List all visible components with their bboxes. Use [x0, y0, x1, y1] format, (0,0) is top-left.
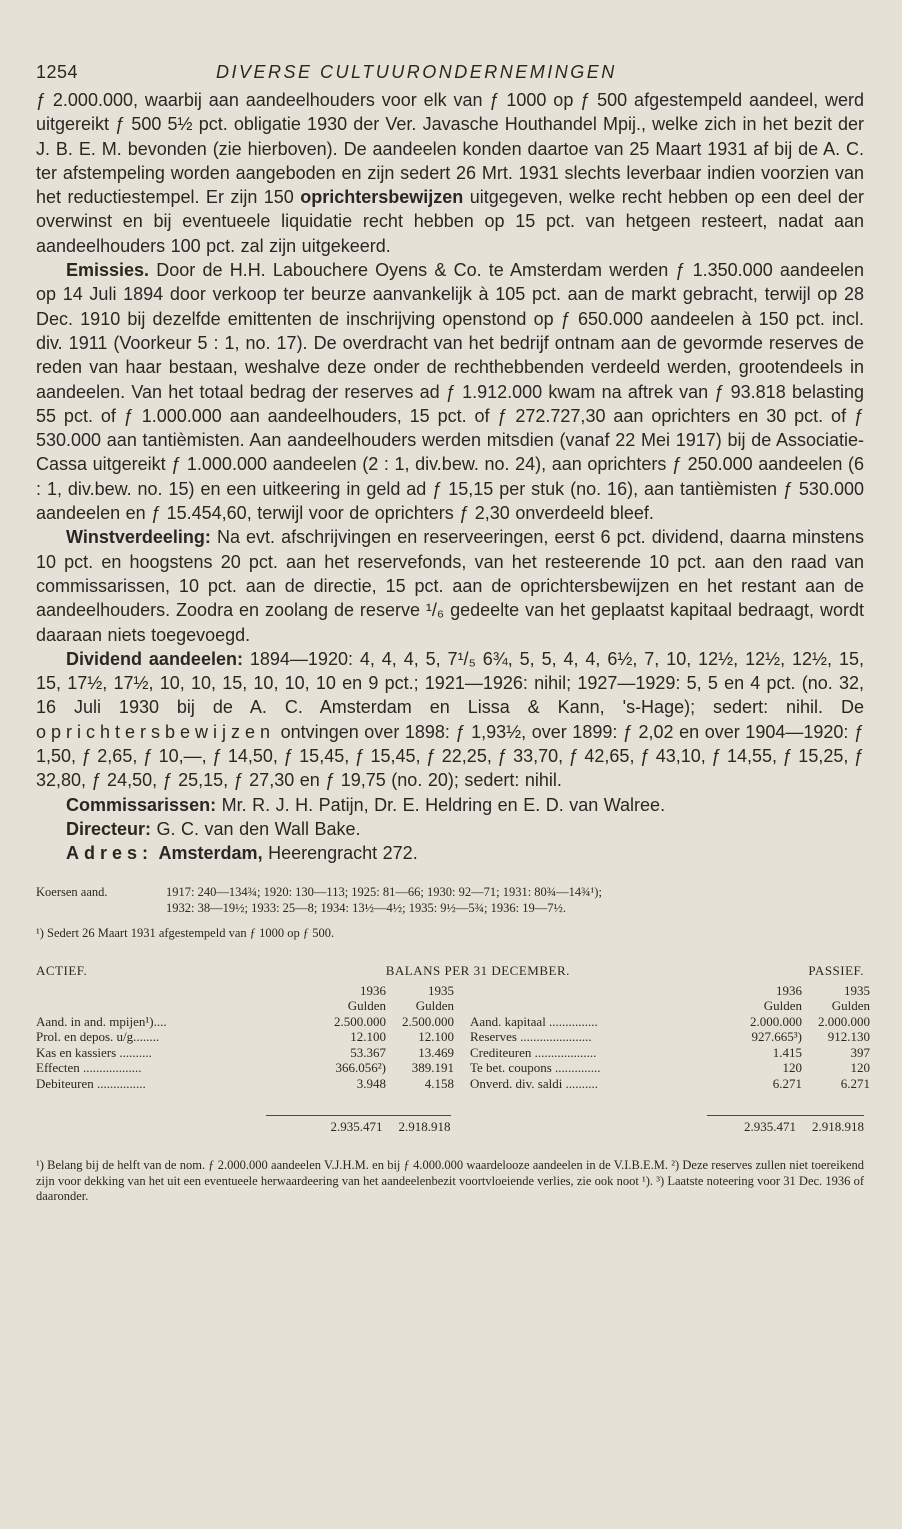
balance-totals [36, 1099, 864, 1135]
actief-row-label: Prol. en depos. u/g........ [36, 1029, 160, 1044]
actief-row-1935: 12.100 [418, 1029, 454, 1044]
koersen-footnote: ¹) Sedert 26 Maart 1931 afgestempeld van ƒ 1000 op ƒ 500. [36, 925, 335, 940]
commissarissen-label: Commissarissen: [66, 794, 217, 815]
actief-row-label: Aand. in and. mpijen¹).... [36, 1013, 167, 1029]
oprichtersbewijzen-term: oprichtersbewijzen [300, 187, 464, 208]
directeur-text: G. C. van den Wall Bake. [156, 818, 361, 839]
actief-row [36, 1045, 454, 1061]
passief-row-1936: 1.415 [772, 1044, 802, 1060]
actief-row-label: Kas en kassiers .......... [36, 1044, 152, 1060]
page-header [36, 0, 864, 83]
passief-total-1936: 2.935.471 [744, 1118, 796, 1134]
passief-row-1935: 120 [850, 1060, 870, 1075]
passief-rows [470, 1014, 870, 1092]
passief-row-1935: 912.130 [827, 1029, 870, 1044]
unit-label: Gulden [347, 998, 386, 1013]
actief-row-1936: 366.056²) [335, 1060, 386, 1075]
balance-columns [36, 982, 870, 1099]
koersen-label: Koersen aand. [36, 884, 108, 899]
actief-total-1936: 2.935.471 [330, 1118, 383, 1134]
winstverdeeling-label: Winstverdeeling: [66, 527, 211, 548]
passief-side [470, 983, 870, 1099]
year-1935: 1935 [428, 982, 454, 998]
unit-label: Gulden [763, 998, 802, 1013]
actief-unit-header [36, 998, 454, 1014]
passief-total-row [707, 1119, 864, 1135]
passief-row-1935: 2.000.000 [818, 1013, 870, 1029]
passief-row [470, 1076, 870, 1092]
year-1936: 1936 [360, 982, 386, 998]
actief-row-1935: 13.469 [418, 1044, 454, 1060]
year-1936: 1936 [776, 982, 802, 998]
actief-total-rule [266, 1115, 451, 1135]
passief-row-1935: 6.271 [840, 1075, 870, 1091]
actief-row [36, 1076, 454, 1092]
passief-total-rule [707, 1115, 864, 1135]
koersen-block [36, 884, 864, 916]
passief-row [470, 1060, 870, 1076]
actief-total-row [266, 1119, 451, 1135]
koersen-line-2: 1932: 38—19½; 1933: 25—8; 1934: 13½—4½; 1935: 9½—5¾; 1936: 19—7½. [166, 900, 567, 915]
paragraph-emissies [36, 258, 864, 525]
paragraph-capital [36, 88, 864, 258]
actief-row-1935: 4.158 [424, 1075, 454, 1091]
unit-label: Gulden [831, 998, 870, 1013]
actief-side [36, 983, 454, 1099]
paragraph-capital-text: ƒ 2.000.000, waarbij aan aandeelhouders voor elk van ƒ 1000 op ƒ 500 afgestempeld aandeel, werd uitgereikt ƒ 500 5½ pct. obligatie 1930 der Ver. Javasche Houthandel Mpij., welke zich in het bezit der J. B. E. M. bevonden (zie hierboven). De aandeelen konden daartoe van 25 Maart 1931 af bij de A. C. ter afstempeling worden aangeboden en zijn sedert 26 Mrt. 1931 slechts leverbaar indien voorzien van het reductiestempel. Er zijn 150 [36, 90, 864, 208]
directeur-label: Directeur: [66, 818, 152, 839]
passief-row-label: Crediteuren ................... [470, 1044, 597, 1060]
passief-row-label: Onverd. div. saldi .......... [470, 1075, 599, 1091]
actief-row [36, 1029, 454, 1045]
passief-row-1935: 397 [850, 1044, 870, 1060]
actief-row-1936: 2.500.000 [334, 1013, 386, 1029]
emissies-text: Door de H.H. Labouchere Oyens & Co. te Amsterdam werden ƒ 1.350.000 aandeelen op 14 Juli 1894 door verkoop ter beurze aanvankelijk à 105 pct. aan de markt gebracht, terwijl op 28 Dec. 1910 bij dezelfde emittenten de inschrijving openstond op ƒ 650.000 aandeelen à 150 pct. incl. div. 1911 (Voorkeur 5 : 1, no. 17). De overdracht van het bedrijf ontnam aan de gevormde reserves de reden van haar bestaan, weshalve deze onder de rechthebbenden verdeeld werden, grootendeels in aandeelen. Van het totaal bedrag der reserves ad ƒ 1.912.000 kwam na aftrek van ƒ 93.818 belasting 55 pct. of ƒ 1.000.000 aan aandeelhouders, 15 pct. of ƒ 272.727,30 aan oprichters en 30 pct. of ƒ 530.000 aan tantièmisten. Aan aandeelhouders werden mitsdien (vanaf 22 Mei 1917) bij de Associatie-Cassa uitgereikt ƒ 1.000.000 aandeelen (2 : 1, div.bew. no. 24), aan oprichters ƒ 250.000 aandeelen (6 : 1, div.bew. no. 15) en een uitkeering in geld ad ƒ 15,15 per stuk (no. 16), aan tantièmisten ƒ 530.000 aandeelen en ƒ 15.454,60, terwijl voor de oprichters ƒ 2,30 onverdeeld bleef. [36, 260, 864, 524]
actief-title: ACTIEF. [36, 962, 88, 978]
passief-unit-header [470, 998, 870, 1014]
winstverdeeling-text: Na evt. afschrijvingen en reserveeringen, eerst 6 pct. dividend, daarna minstens 10 pct. en hoogstens 20 pct. aan het reservefonds, van het resteerende 10 pct. aan den raad van commissarissen, 10 pct. aan de directie, 15 pct. aan de oprichtersbewijzen en het restant aan de aandeelhouders. Zoodra en zoolang de reserve ¹/₆ gedeelte van het geplaatst kapitaal bedraagt, wordt daaraan niets toegevoegd. [36, 527, 864, 645]
adres-city: Amsterdam, [158, 843, 263, 864]
koersen-line-1: 1917: 240—134¾; 1920: 130—113; 1925: 81—66; 1930: 92—71; 1931: 80¾—14¾¹); [166, 884, 602, 899]
dividend-text: 1894—1920: 4, 4, 4, 5, 7¹/₅ 6¾, 5, 5, 4, 4, 6½, 7, 10, 12½, 12½, 12½, 15, 15, 17½, 17½, 10, 10, 15, 10, 10, 10 en 9 pct.; 1921—1926: nihil; 1927—1929: 5, 5 en 4 pct. (no. 32, 16 Juli 1930 bij de A. C. Amsterdam en Lissa & Kann, 's-Hage); sedert: nihil. De [36, 648, 864, 718]
paragraph-adres [36, 841, 864, 865]
actief-rows [36, 1014, 454, 1092]
paragraph-capital-end: uitgegeven, welke recht hebben op een deel der overwinst en bij eventueele liquidatie recht hebben op 15 pct. van hetgeen resteert, nadat aan aandeelhouders 100 pct. zal zijn uitgekeerd. [36, 187, 864, 256]
passief-row-1936: 120 [782, 1060, 802, 1075]
balance-sheet [36, 962, 870, 1135]
paragraph-dividend [36, 647, 864, 793]
actief-year-header [36, 983, 454, 999]
actief-row-1935: 2.500.000 [402, 1013, 454, 1029]
passief-row-1936: 6.271 [772, 1075, 802, 1091]
commissarissen-text: Mr. R. J. H. Patijn, Dr. E. Heldring en E. D. van Walree. [221, 794, 666, 815]
passief-row-label: Aand. kapitaal ............... [470, 1013, 598, 1029]
koersen-lines [166, 884, 602, 916]
running-title: DIVERSE CULTUURONDERNEMINGEN [216, 62, 617, 82]
passief-row-label: Te bet. coupons .............. [470, 1060, 601, 1075]
actief-row-label: Effecten .................. [36, 1060, 142, 1075]
passief-total [467, 1099, 864, 1135]
actief-row-1935: 389.191 [411, 1060, 454, 1075]
passief-total-1935: 2.918.918 [812, 1118, 864, 1134]
passief-row-1936: 2.000.000 [750, 1013, 802, 1029]
passief-title: PASSIEF. [808, 962, 864, 978]
paragraph-commissarissen [36, 793, 864, 817]
actief-row-1936: 3.948 [356, 1075, 386, 1091]
page-number: 1254 [36, 62, 79, 82]
unit-label: Gulden [415, 998, 454, 1013]
emissies-label: Emissies. [66, 260, 150, 281]
actief-row-1936: 12.100 [350, 1029, 386, 1044]
passief-row-label: Reserves ...................... [470, 1029, 592, 1044]
oprichtersbewijzen-spaced: oprichtersbewijzen [36, 721, 276, 742]
balance-footnotes: ¹) Belang bij de helft van de nom. ƒ 2.000.000 aandeelen V.J.H.M. en bij ƒ 4.000.000 waardelooze aandeelen in de V.I.B.E.M. ²) Deze reserves zullen niet toereikend zijn voor dekking van het uit een eventueele herwaardeering van het aandeelenbezit voortvloeiende verlies, zie ook noot ¹). ³) Laatste noteering voor 31 Dec. 1936 of daaronder. [36, 1158, 864, 1203]
passief-year-header [470, 983, 870, 999]
balance-title: BALANS PER 31 DECEMBER. [385, 962, 570, 978]
actief-row [36, 1014, 454, 1030]
body-text [36, 88, 864, 866]
actief-row-1936: 53.367 [350, 1044, 386, 1060]
actief-row-label: Debiteuren ............... [36, 1075, 146, 1091]
passief-row-1936: 927.665³) [751, 1029, 802, 1044]
adres-text: Heerengracht 272. [268, 843, 418, 864]
actief-total-1935: 2.918.918 [398, 1118, 451, 1134]
paragraph-winstverdeeling [36, 525, 864, 646]
year-1935: 1935 [844, 982, 870, 998]
passief-row [470, 1045, 870, 1061]
dividend-text-end: ontvingen over 1898: ƒ 1,93½, over 1899: ƒ 2,02 en over 1904—1920: ƒ 1,50, ƒ 2,65, ƒ 10,—, ƒ 14,50, ƒ 15,45, ƒ 15,45, ƒ 22,25, ƒ 33,70, ƒ 42,65, ƒ 43,10, ƒ 14,55, ƒ 15,25, ƒ 32,80, ƒ 24,50, ƒ 25,15, ƒ 27,30 en ƒ 19,75 (no. 20); sedert: nihil. [36, 721, 864, 791]
passief-row [470, 1029, 870, 1045]
dividend-label: Dividend aandeelen: [66, 648, 243, 669]
adres-label: Adres: [66, 843, 154, 864]
balance-header [36, 963, 864, 979]
actief-row [36, 1060, 454, 1076]
paragraph-directeur [36, 817, 864, 841]
passief-row [470, 1014, 870, 1030]
actief-total [36, 1099, 451, 1135]
